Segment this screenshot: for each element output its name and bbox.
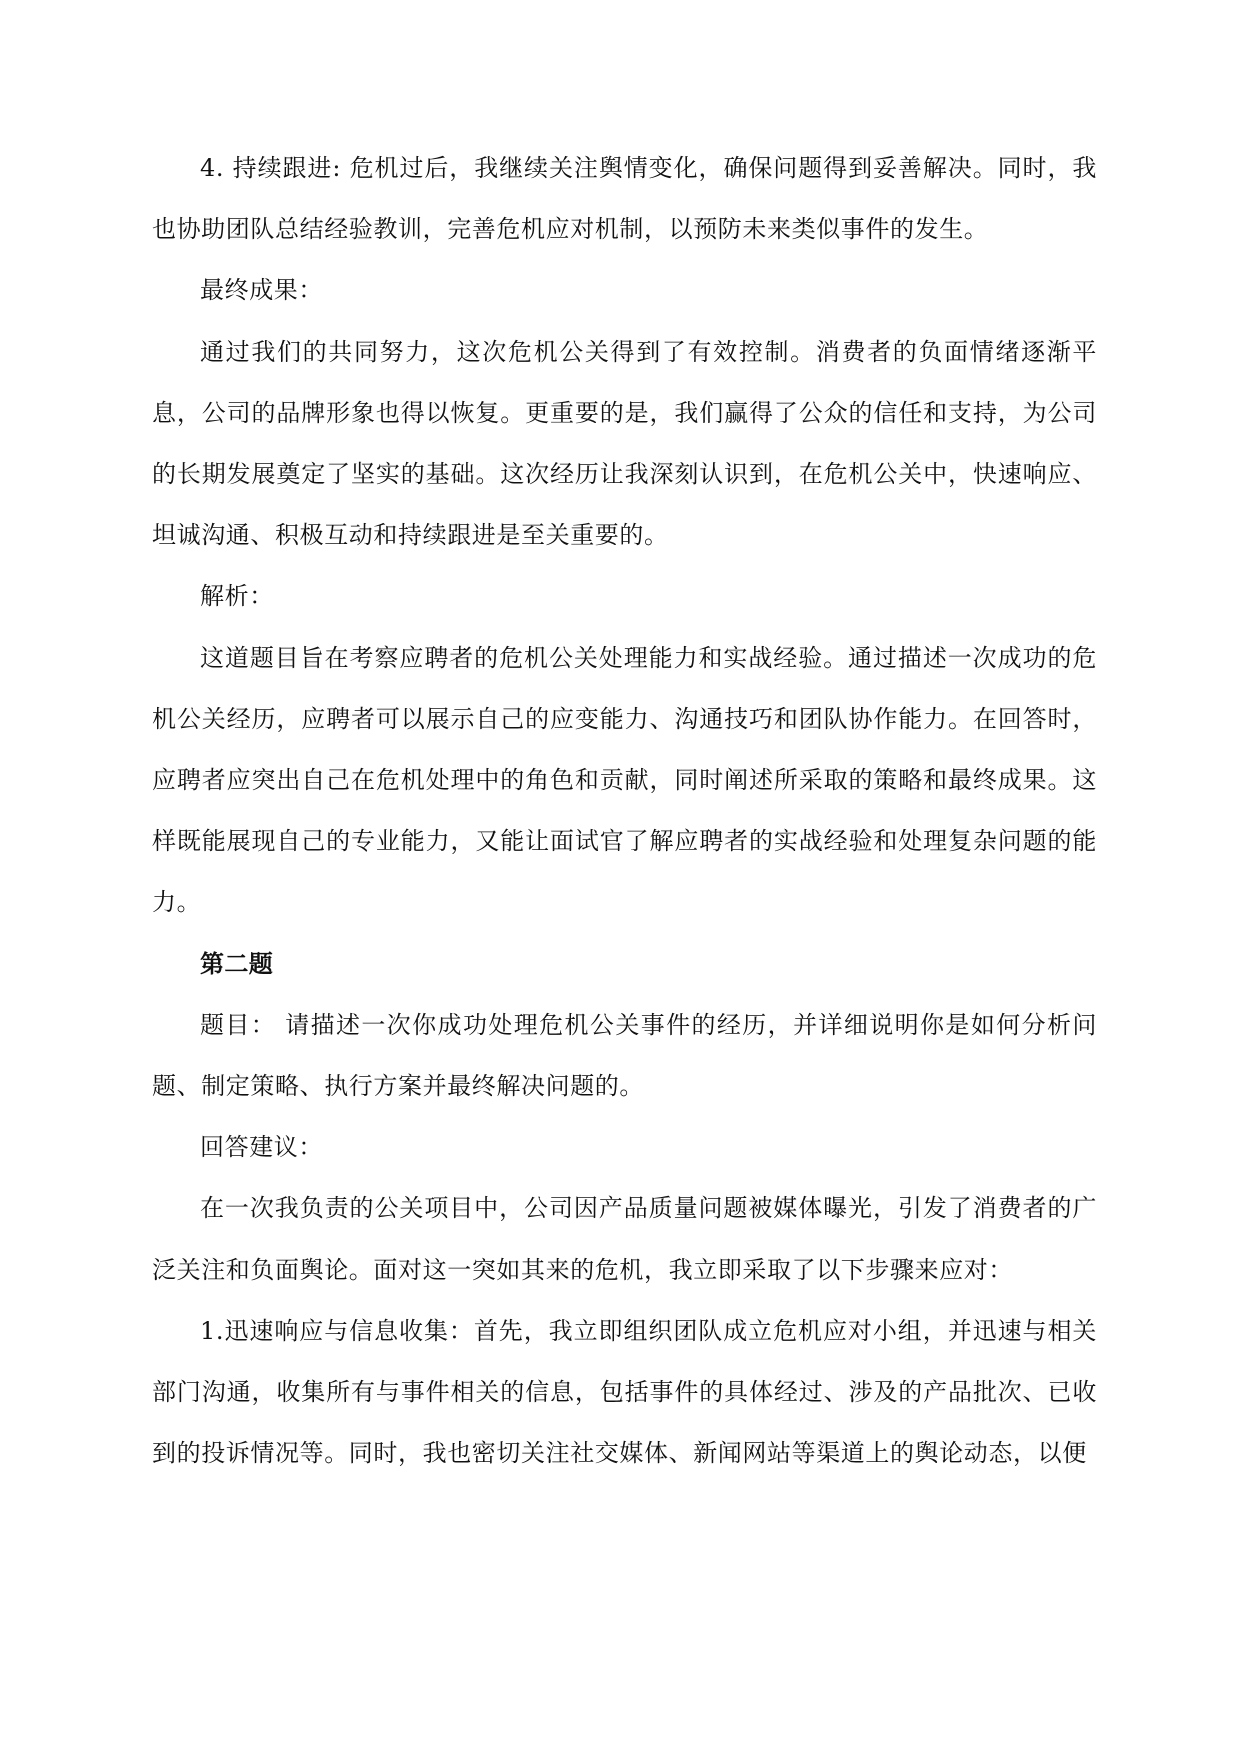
paragraph-step-one: 1.迅速响应与信息收集：首先，我立即组织团队成立危机应对小组，并迅速与相关部门沟通，收集所有与事件相关的信息，包括事件的具体经过、涉及的产品批次、已收到的投诉情况等。同时，我也密切关注社交媒体、新闻网站等渠道上的舆论动态，以便 (152, 1316, 1097, 1468)
document-body (152, 138, 1097, 1484)
paragraph-follow-up: 4. 持续跟进: 危机过后，我继续关注舆情变化，确保问题得到妥善解决。同时，我也协助团队总结经验教训，完善危机应对机制，以预防未来类似事件的发生。 (152, 154, 1097, 244)
label-analysis: 解析： (200, 582, 274, 611)
paragraph-answer-intro: 在一次我负责的公关项目中，公司因产品质量问题被媒体曝光，引发了消费者的广泛关注和负面舆论。面对这一突如其来的危机，我立即采取了以下步骤来应对： (152, 1194, 1097, 1284)
paragraph-analysis: 这道题目旨在考察应聘者的危机公关处理能力和实战经验。通过描述一次成功的危机公关经历，应聘者可以展示自己的应变能力、沟通技巧和团队协作能力。在回答时，应聘者应突出自己在危机处理中的角色和贡献，同时阐述所采取的策略和最终成果。这样既能展现自己的专业能力，又能让面试官了解应聘者的实战经验和处理复杂问题的能力。 (152, 643, 1097, 917)
label-final-result: 最终成果： (200, 276, 323, 305)
section-heading-question-two: 第二题 (200, 949, 274, 978)
paragraph-question: 题目： 请描述一次你成功处理危机公关事件的经历，并详细说明你是如何分析问题、制定策略、执行方案并最终解决问题的。 (152, 1010, 1097, 1101)
label-answer-suggestion: 回答建议： (200, 1133, 323, 1162)
paragraph-final-result: 通过我们的共同努力，这次危机公关得到了有效控制。消费者的负面情绪逐渐平息，公司的品牌形象也得以恢复。更重要的是，我们赢得了公众的信任和支持，为公司的长期发展奠定了坚实的基础。这次经历让我深刻认识到，在危机公关中，快速响应、坦诚沟通、积极互动和持续跟进是至关重要的。 (152, 337, 1097, 550)
